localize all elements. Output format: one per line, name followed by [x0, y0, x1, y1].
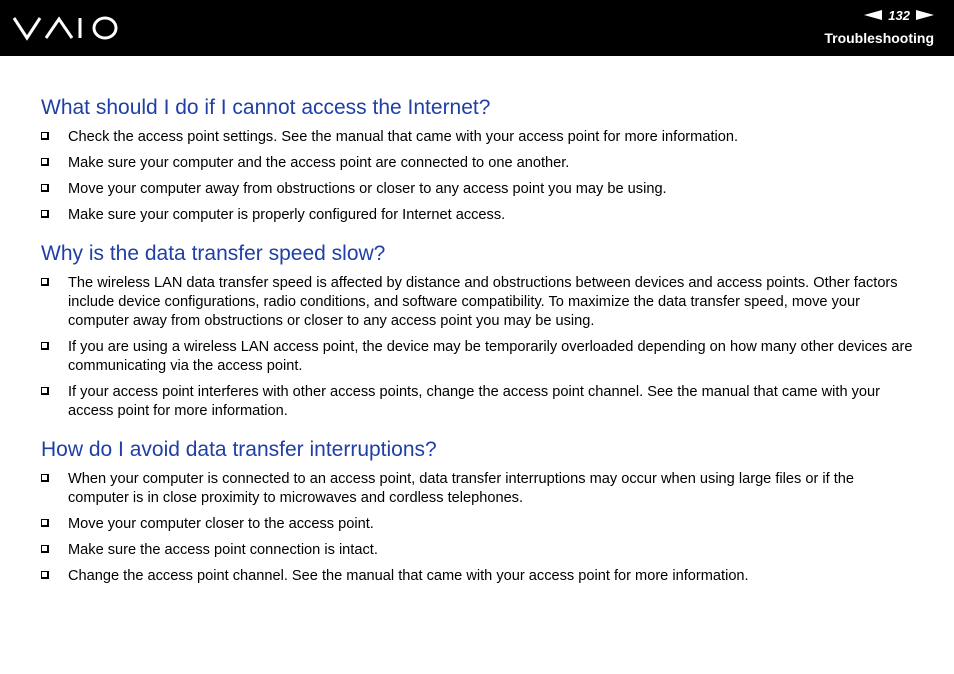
checkbox-bullet-icon [41, 132, 49, 140]
checkbox-bullet-icon [41, 158, 49, 166]
list-item [41, 154, 913, 173]
list-item-text: Move your computer away from obstructions or closer to any access point you may be using. [68, 181, 667, 197]
list-item [41, 383, 913, 421]
list-item-text: Check the access point settings. See the manual that came with your access point for more information. [68, 129, 739, 145]
section-internet-access [41, 95, 913, 225]
section-transfer-speed [41, 241, 913, 421]
previous-page-arrow-icon[interactable] [864, 10, 882, 20]
list-item [41, 338, 913, 376]
checkbox-bullet-icon [41, 387, 49, 395]
section-label: Troubleshooting [824, 30, 934, 46]
bullet-list [41, 470, 913, 586]
page-navigation [864, 7, 934, 23]
list-item-text: Make sure your computer is properly configured for Internet access. [68, 207, 506, 223]
bullet-list [41, 274, 913, 421]
list-item [41, 274, 913, 331]
list-item [41, 541, 913, 560]
checkbox-bullet-icon [41, 342, 49, 350]
checkbox-bullet-icon [41, 519, 49, 527]
section-heading: How do I avoid data transfer interruptions? [41, 438, 437, 461]
checkbox-bullet-icon [41, 184, 49, 192]
section-transfer-interruptions [41, 437, 913, 586]
checkbox-bullet-icon [41, 210, 49, 218]
list-item [41, 470, 913, 508]
header-bar [0, 0, 954, 56]
list-item [41, 567, 913, 586]
checkbox-bullet-icon [41, 545, 49, 553]
vaio-logo [13, 14, 119, 42]
list-item [41, 128, 913, 147]
page-content [41, 95, 913, 593]
list-item-text: When your computer is connected to an access point, data transfer interruptions may occur when using large files or if the computer is in close proximity to microwaves and cordless telephones. [68, 471, 855, 506]
list-item-text: Make sure the access point connection is intact. [68, 542, 378, 558]
list-item-text: Move your computer closer to the access point. [68, 516, 374, 532]
list-item-text: The wireless LAN data transfer speed is affected by distance and obstructions between devices and access points. Other factors include device configurations, radio conditions, and software compatibility. To maximize the data transfer speed, move your computer away from obstructions or closer to any access point you may be using. [68, 275, 898, 329]
list-item-text: Change the access point channel. See the manual that came with your access point for more information. [68, 568, 749, 584]
list-item-text: If your access point interferes with other access points, change the access point channel. See the manual that came with your access point for more information. [68, 384, 881, 419]
next-page-arrow-icon[interactable] [916, 10, 934, 20]
section-heading: Why is the data transfer speed slow? [41, 242, 386, 265]
bullet-list [41, 128, 913, 225]
list-item-text: Make sure your computer and the access point are connected to one another. [68, 155, 570, 171]
list-item [41, 206, 913, 225]
list-item-text: If you are using a wireless LAN access point, the device may be temporarily overloaded depending on how many other devices are communicating via the access point. [68, 339, 913, 374]
list-item [41, 515, 913, 534]
checkbox-bullet-icon [41, 474, 49, 482]
checkbox-bullet-icon [41, 571, 49, 579]
page-number: 132 [888, 7, 910, 23]
section-heading: What should I do if I cannot access the Internet? [41, 96, 491, 119]
checkbox-bullet-icon [41, 278, 49, 286]
list-item [41, 180, 913, 199]
